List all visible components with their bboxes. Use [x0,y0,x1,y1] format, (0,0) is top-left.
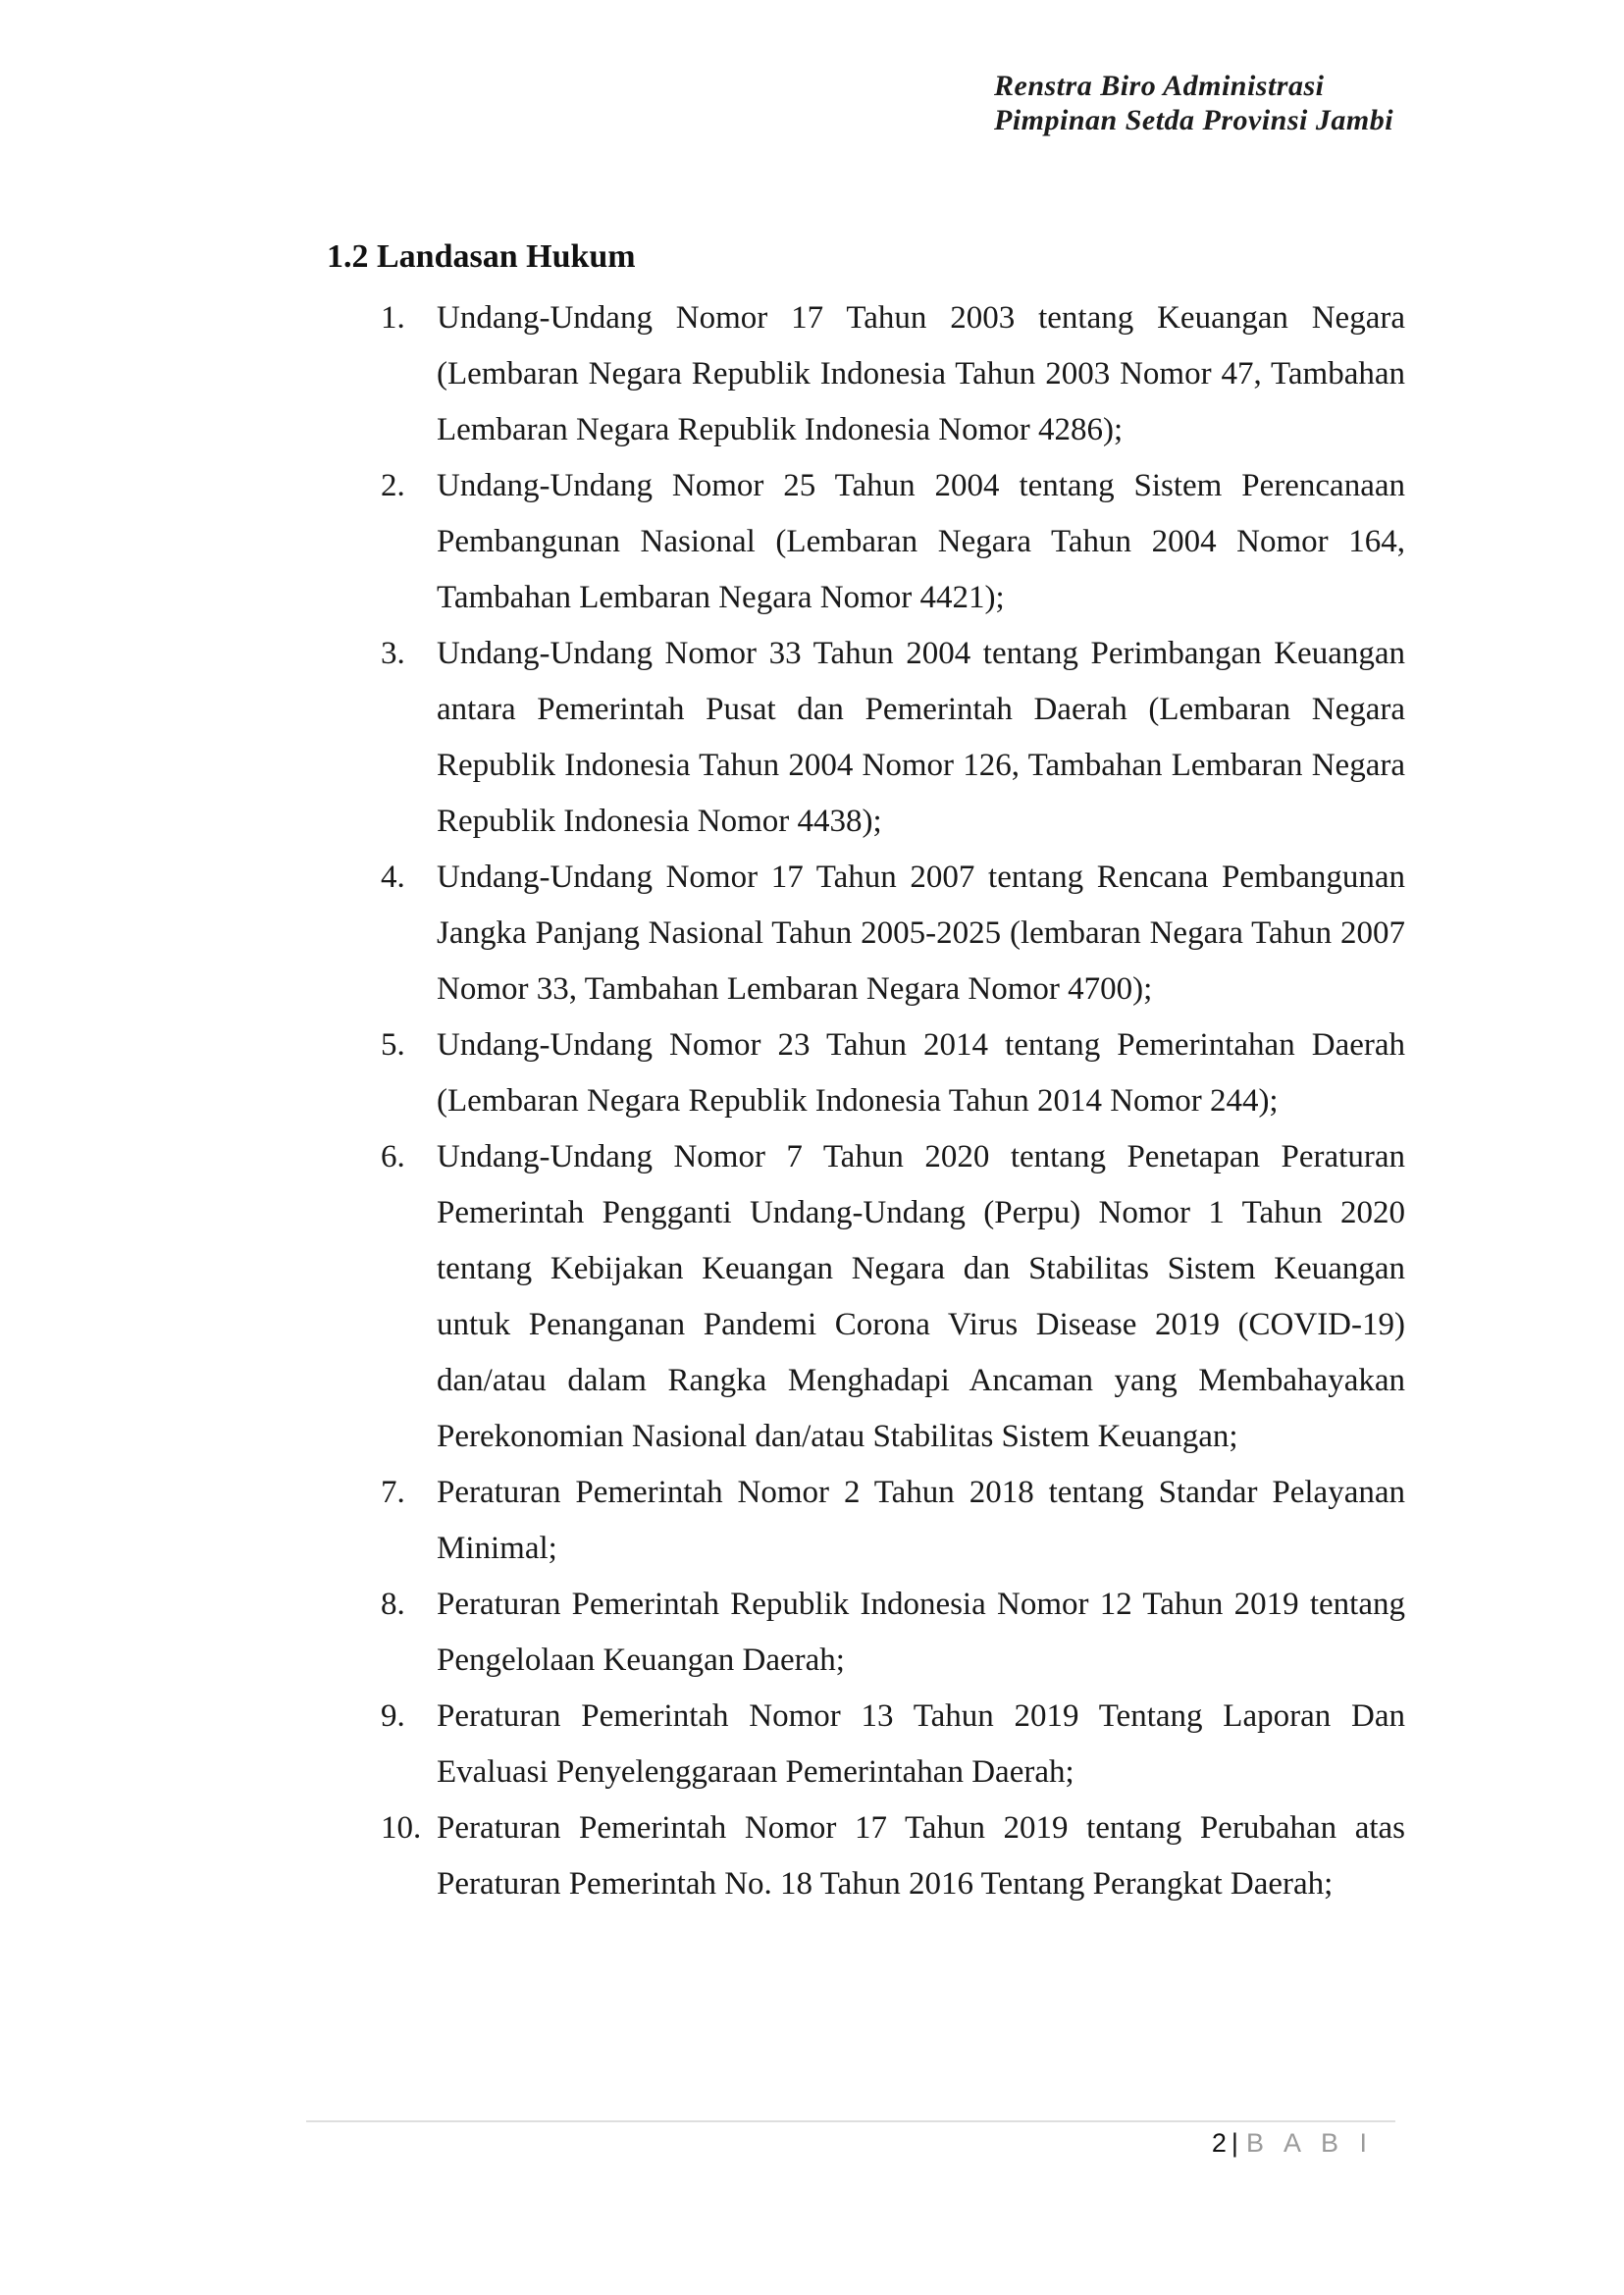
list-item-text: Peraturan Pemerintah Republik Indonesia Nomor 12 Tahun 2019 tentang Pengelolaan Keuangan Daerah; [437,1587,1405,1678]
list-item-text: Peraturan Pemerintah Nomor 17 Tahun 2019 tentang Perubahan atas Peraturan Pemerintah No. 18 Tahun 2016 Tentang Perangkat Daerah; [437,1810,1405,1902]
list-item-text: Peraturan Pemerintah Nomor 2 Tahun 2018 tentang Standar Pelayanan Minimal; [437,1475,1405,1566]
list-item [381,1129,1405,1465]
list-item-number: 7. [381,1475,405,1510]
list-item [381,1465,1405,1577]
page-number: 2 [1211,2128,1227,2158]
list-item [381,290,1405,458]
list-item-text: Undang-Undang Nomor 7 Tahun 2020 tentang Penetapan Peraturan Pemerintah Pengganti Undang-Undang (Perpu) Nomor 1 Tahun 2020 tentang Kebijakan Keuangan Negara dan Stabilitas Sistem Keuangan untuk Penanganan Pandemi Corona Virus Disease 2019 (COVID-19) dan/atau dalam Rangka Menghadapi Ancaman yang Membahayakan Perekonomian Nasional dan/atau Stabilitas Sistem Keuangan; [437,1139,1405,1454]
list-item [381,458,1405,626]
list-item-text: Undang-Undang Nomor 33 Tahun 2004 tentang Perimbangan Keuangan antara Pemerintah Pusat dan Pemerintah Daerah (Lembaran Negara Republik Indonesia Tahun 2004 Nomor 126, Tambahan Lembaran Negara Republik Indonesia Nomor 4438); [437,636,1405,839]
list-item-number: 6. [381,1139,405,1174]
legal-basis-list [381,290,1405,1912]
list-item-text: Undang-Undang Nomor 17 Tahun 2007 tentang Rencana Pembangunan Jangka Panjang Nasional Tahun 2005-2025 (lembaran Negara Tahun 2007 Nomor 33, Tambahan Lembaran Negara Nomor 4700); [437,860,1405,1007]
page-header [994,69,1393,137]
list-item-text: Undang-Undang Nomor 25 Tahun 2004 tentang Sistem Perencanaan Pembangunan Nasional (Lembaran Negara Tahun 2004 Nomor 164, Tambahan Lembaran Negara Nomor 4421); [437,468,1405,615]
list-item [381,850,1405,1017]
footer-divider [306,2120,1395,2122]
list-item-number: 8. [381,1587,405,1622]
list-item-number: 10. [381,1810,422,1846]
list-item [381,1577,1405,1689]
section-heading: 1.2 Landasan Hukum [327,238,636,275]
list-item-number: 9. [381,1698,405,1734]
list-item [381,626,1405,850]
footer-chapter-label: B A B I [1245,2128,1374,2158]
header-line-1: Renstra Biro Administrasi [994,70,1325,102]
list-item-text: Peraturan Pemerintah Nomor 13 Tahun 2019 Tentang Laporan Dan Evaluasi Penyelenggaraan Pemerintahan Daerah; [437,1698,1405,1790]
list-item-text: Undang-Undang Nomor 23 Tahun 2014 tentang Pemerintahan Daerah (Lembaran Negara Republik Indonesia Tahun 2014 Nomor 244); [437,1027,1405,1119]
list-item-number: 1. [381,300,405,336]
list-item-text: Undang-Undang Nomor 17 Tahun 2003 tentang Keuangan Negara (Lembaran Negara Republik Indonesia Tahun 2003 Nomor 47, Tambahan Lembaran Negara Republik Indonesia Nomor 4286); [437,300,1405,447]
list-item-number: 4. [381,860,405,895]
page-footer [306,2127,1374,2159]
list-item [381,1689,1405,1800]
list-item [381,1017,1405,1129]
list-item-number: 5. [381,1027,405,1063]
header-line-2: Pimpinan Setda Provinsi Jambi [994,104,1394,136]
list-item [381,1800,1405,1912]
list-item-number: 3. [381,636,405,671]
footer-separator: | [1231,2128,1238,2158]
list-item-number: 2. [381,468,405,503]
